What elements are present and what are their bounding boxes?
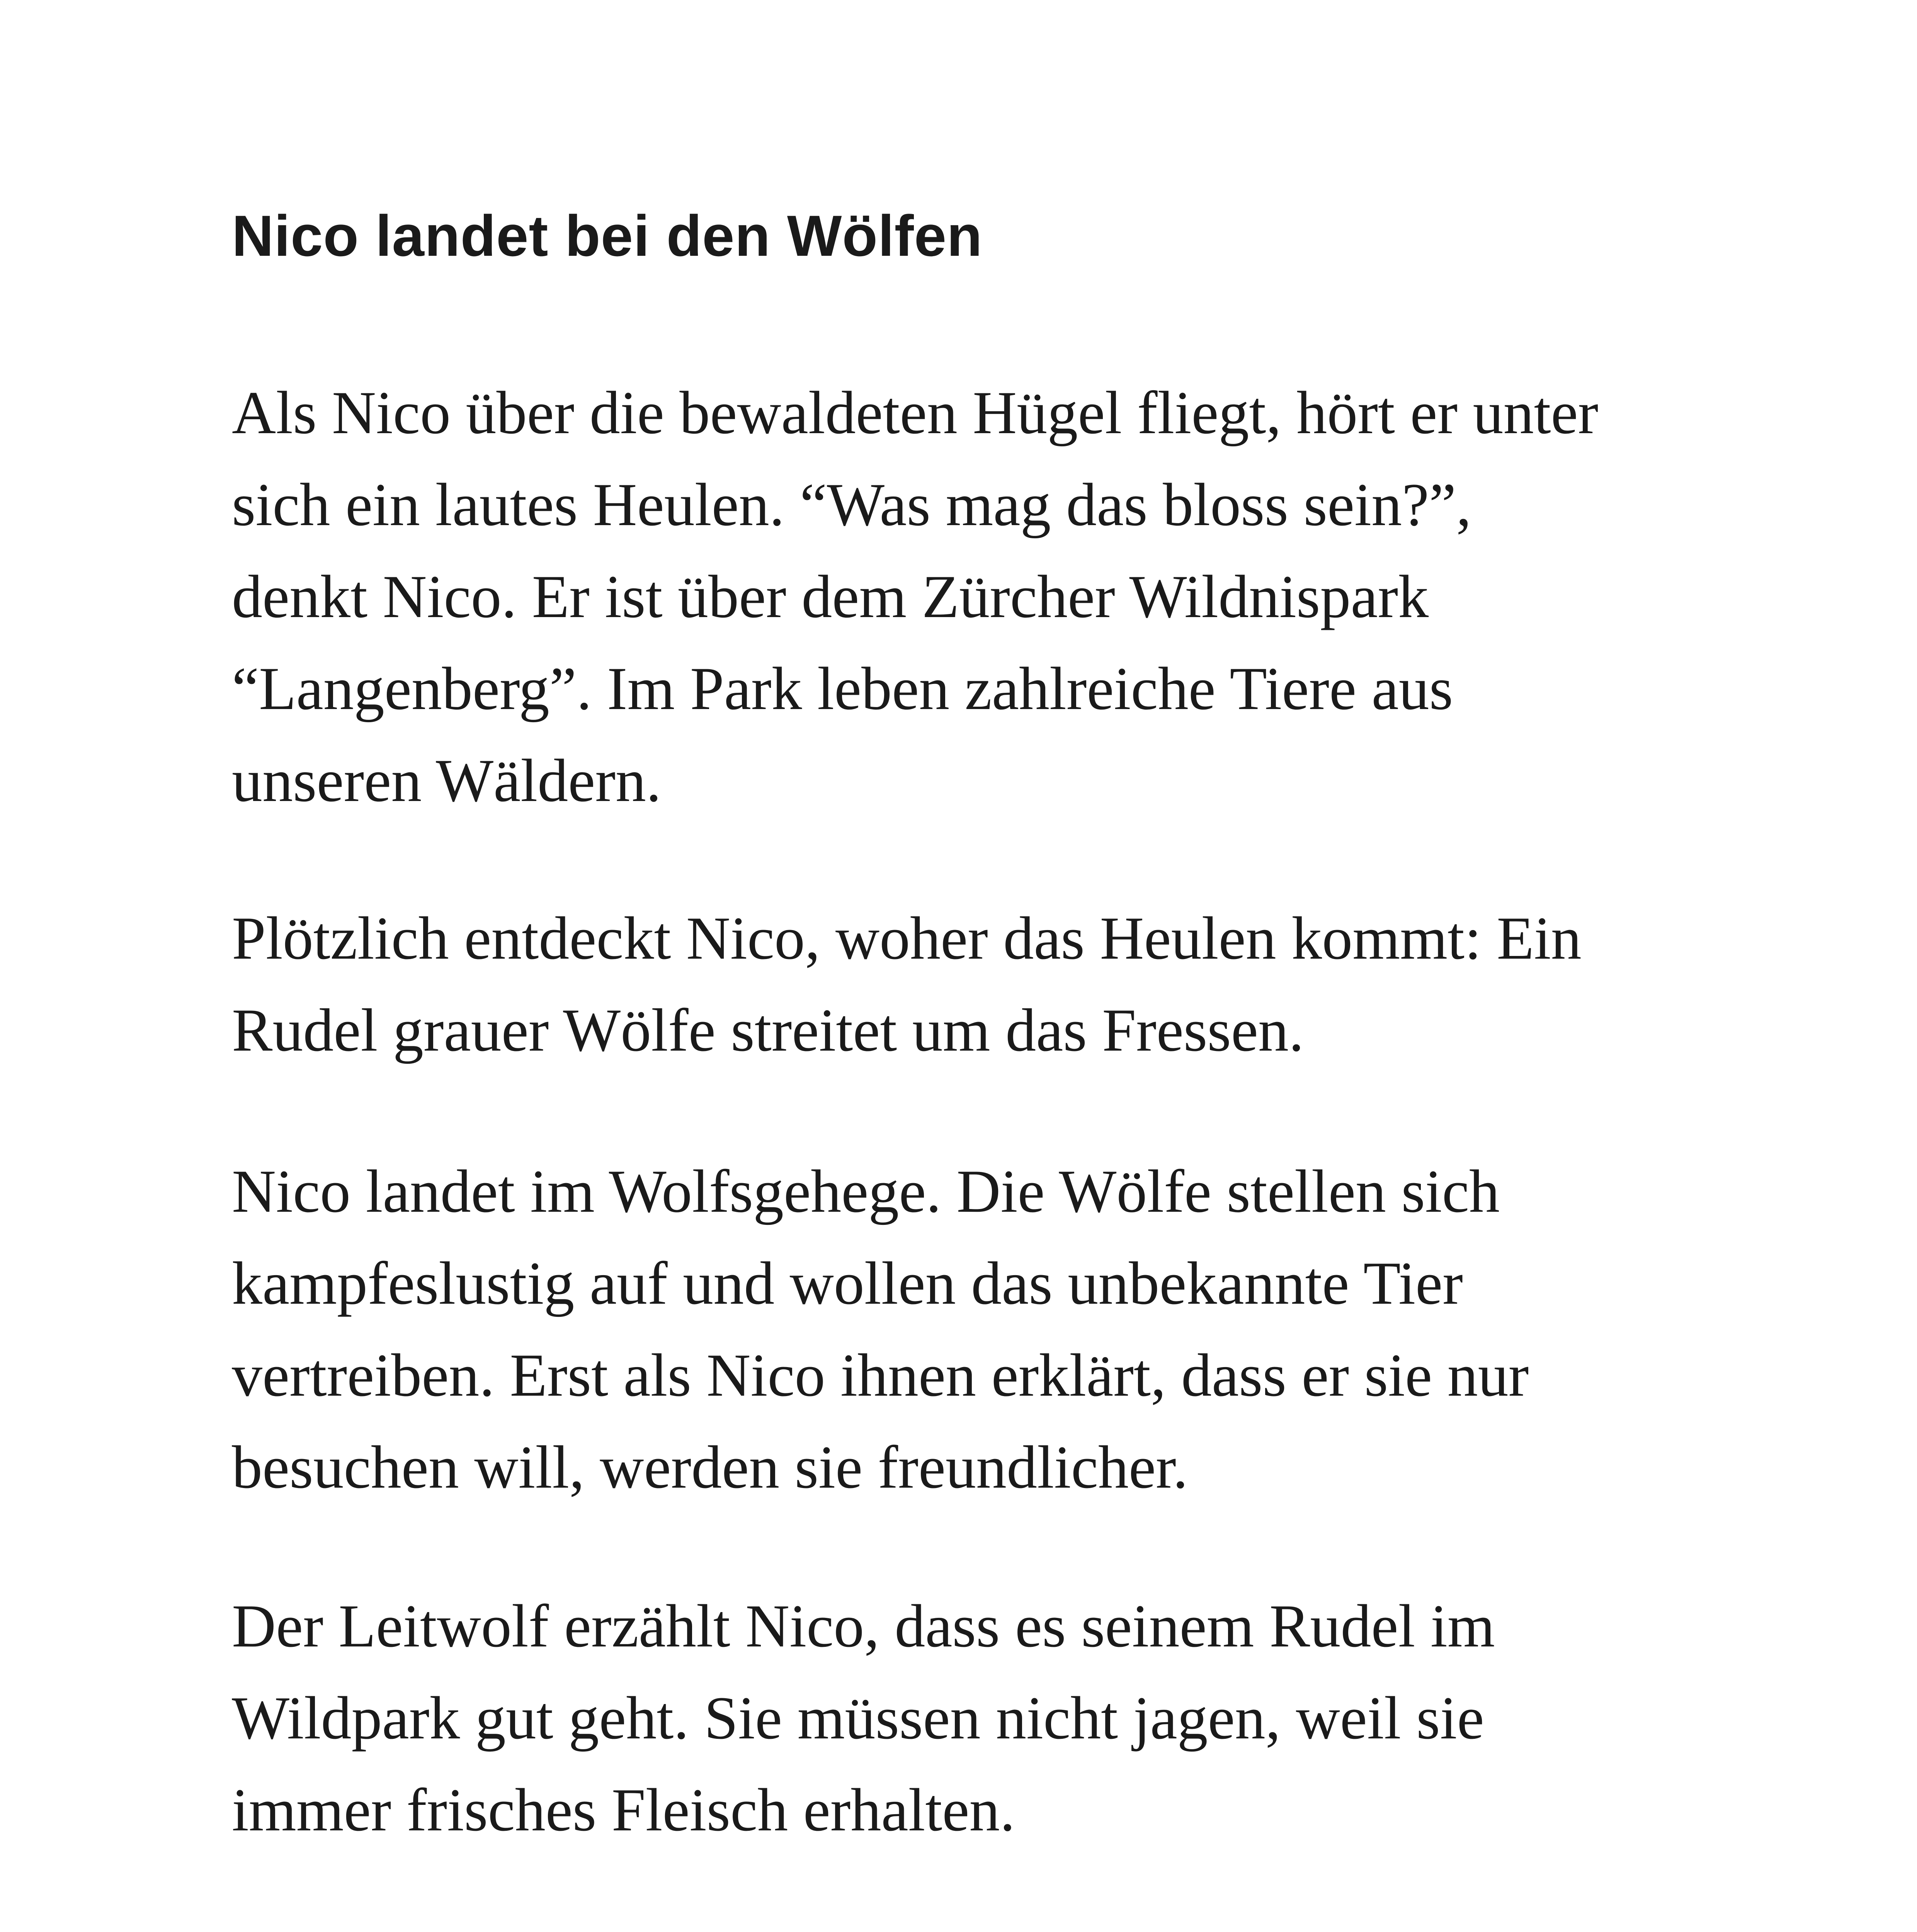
- text-line: Plötzlich entdeckt Nico, woher das Heulen kommt: Ein: [232, 905, 1582, 972]
- text-line: denkt Nico. Er ist über dem Zürcher Wildnispark: [232, 563, 1429, 631]
- page-title: Nico landet bei den Wölfen: [232, 203, 983, 268]
- paragraph: [232, 1580, 1739, 1856]
- text-line: vertreiben. Erst als Nico ihnen erklärt, dass er sie nur: [232, 1342, 1529, 1409]
- paragraph: [232, 1146, 1739, 1514]
- text-line: Rudel grauer Wölfe streitet um das Fressen.: [232, 997, 1304, 1064]
- text-line: unseren Wäldern.: [232, 747, 662, 815]
- text-line: Der Leitwolf erzählt Nico, dass es seinem Rudel im: [232, 1592, 1495, 1660]
- text-line: kampfeslustig auf und wollen das unbekannte Tier: [232, 1250, 1463, 1317]
- text-line: “Langenberg”. Im Park leben zahlreiche Tiere aus: [232, 655, 1453, 723]
- text-line: besuchen will, werden sie freundlicher.: [232, 1434, 1188, 1501]
- text-line: Nico landet im Wolfsgehege. Die Wölfe stellen sich: [232, 1158, 1500, 1225]
- text-line: immer frisches Fleisch erhalten.: [232, 1776, 1015, 1844]
- paragraph: [232, 367, 1739, 827]
- text-line: Als Nico über die bewaldeten Hügel fliegt, hört er unter: [232, 379, 1599, 447]
- text-line: Wildpark gut geht. Sie müssen nicht jagen, weil sie: [232, 1684, 1484, 1752]
- paragraph: [232, 893, 1739, 1077]
- text-line: sich ein lautes Heulen. “Was mag das bloss sein?”,: [232, 471, 1471, 539]
